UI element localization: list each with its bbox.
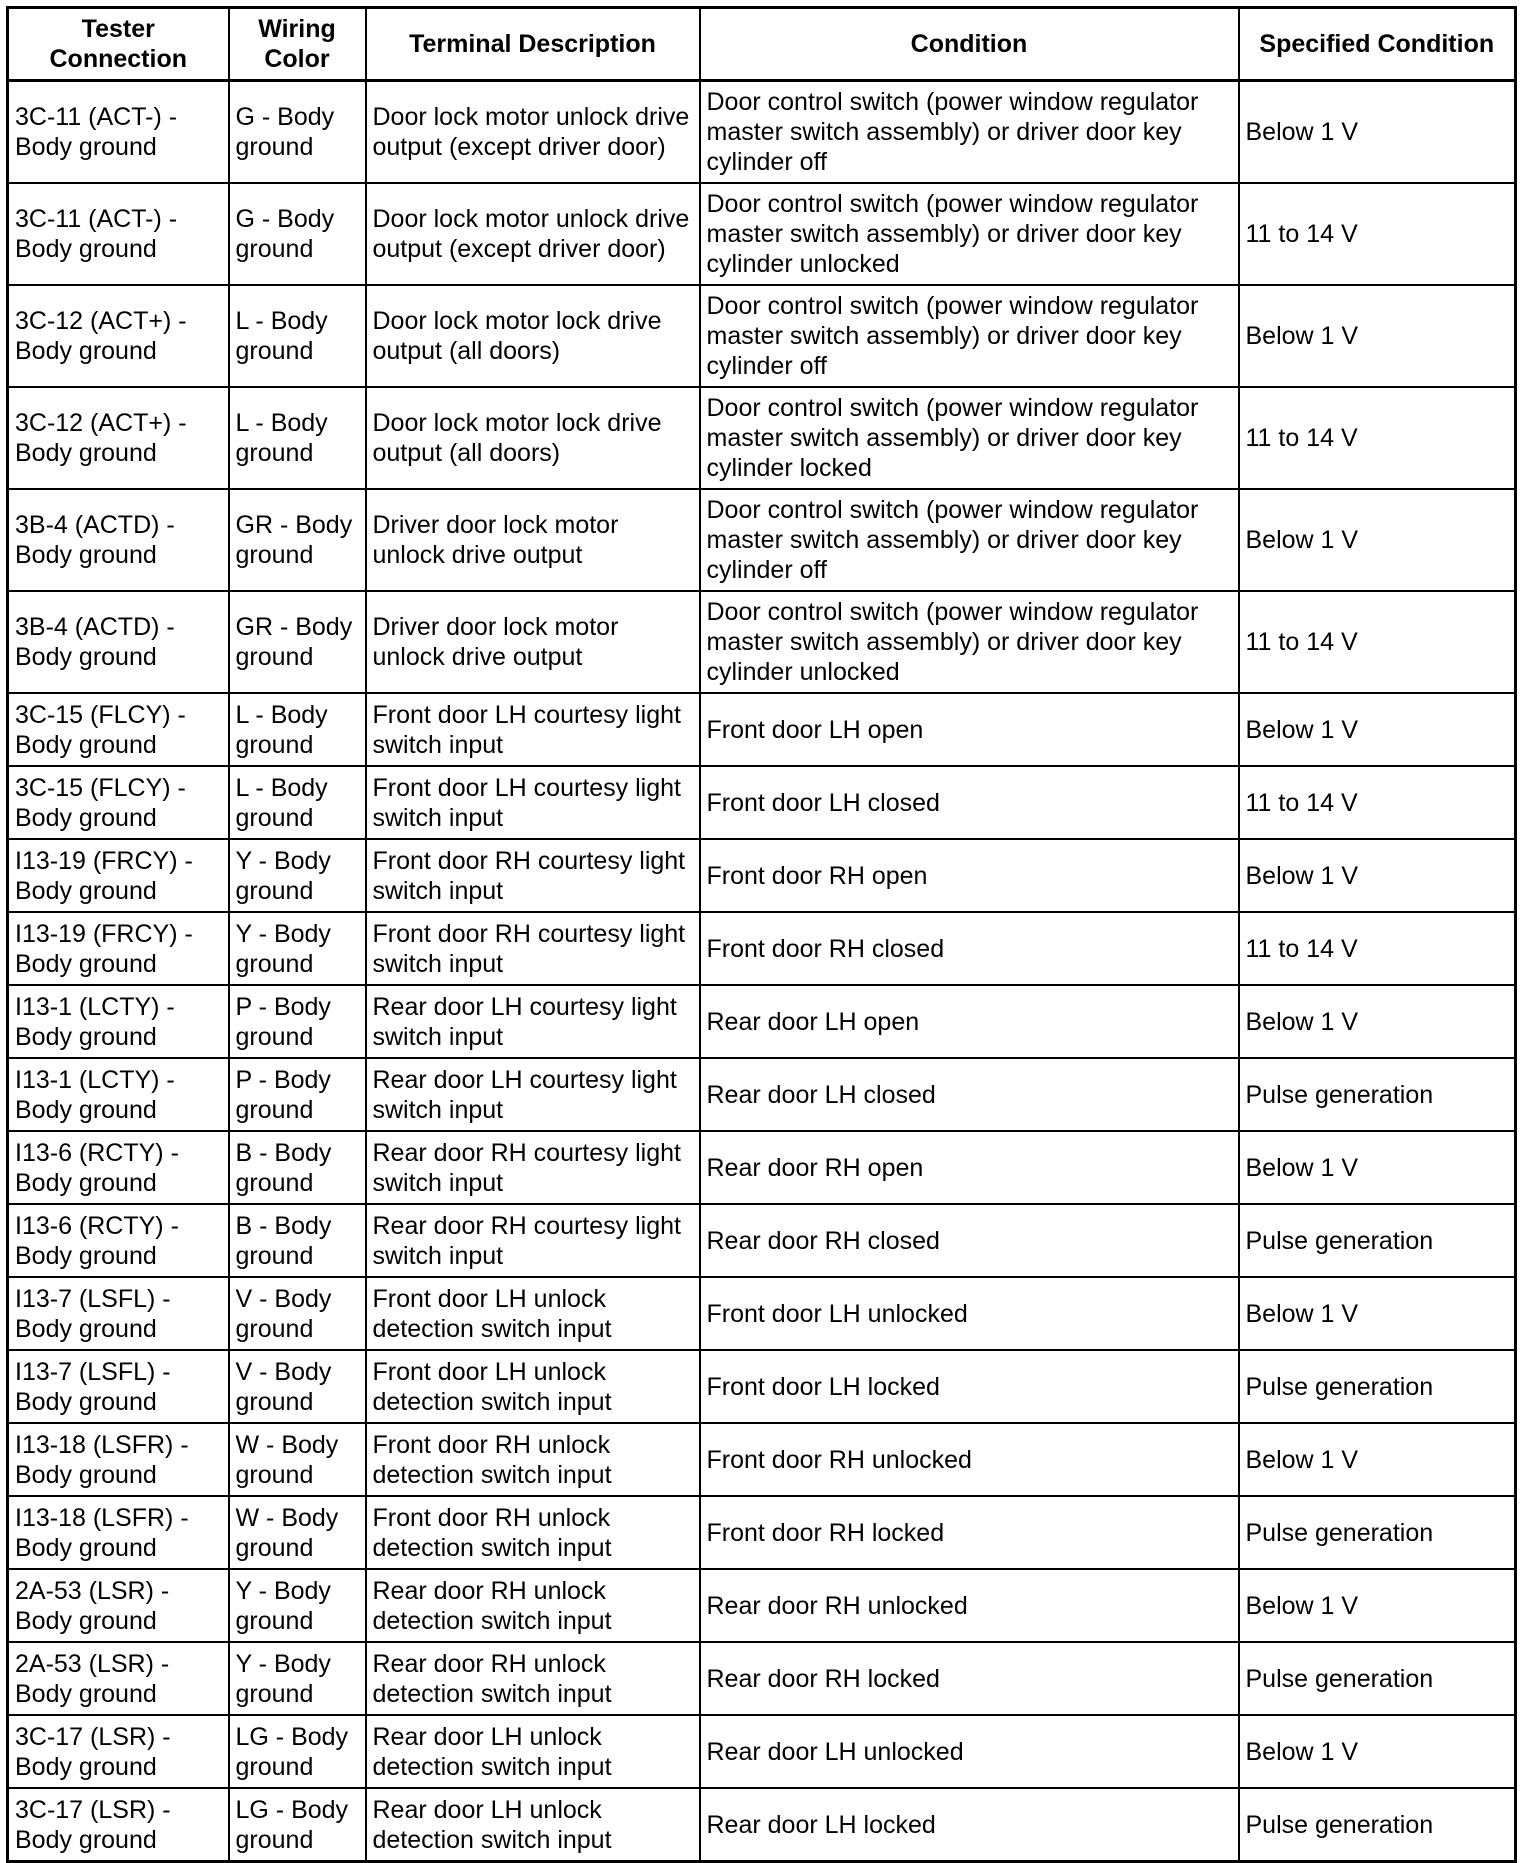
cell-specified-condition: Pulse generation [1239,1642,1516,1715]
header-terminal-description: Terminal Description [366,8,700,81]
cell-terminal-description: Front door RH unlock detection switch input [366,1423,700,1496]
table-header [8,8,1516,81]
cell-tester-connection: 3C-12 (ACT+) - Body ground [8,387,229,489]
cell-wiring-color: P - Body ground [229,985,366,1058]
cell-tester-connection: I13-6 (RCTY) - Body ground [8,1131,229,1204]
cell-specified-condition: 11 to 14 V [1239,387,1516,489]
cell-specified-condition: Below 1 V [1239,81,1516,184]
cell-condition: Front door RH open [700,839,1239,912]
cell-tester-connection: I13-19 (FRCY) - Body ground [8,912,229,985]
table-row [8,1277,1516,1350]
cell-specified-condition: Pulse generation [1239,1204,1516,1277]
cell-wiring-color: Y - Body ground [229,1642,366,1715]
cell-specified-condition: 11 to 14 V [1239,912,1516,985]
cell-wiring-color: V - Body ground [229,1277,366,1350]
specification-table [6,6,1517,1863]
table-row [8,183,1516,285]
cell-specified-condition: Below 1 V [1239,985,1516,1058]
cell-condition: Rear door LH open [700,985,1239,1058]
cell-condition: Front door RH closed [700,912,1239,985]
cell-wiring-color: L - Body ground [229,693,366,766]
table-row [8,839,1516,912]
table-row [8,1350,1516,1423]
cell-tester-connection: 3C-15 (FLCY) - Body ground [8,766,229,839]
cell-specified-condition: Below 1 V [1239,1423,1516,1496]
table-row [8,766,1516,839]
cell-condition: Door control switch (power window regulator master switch assembly) or driver door key cylinder off [700,489,1239,591]
cell-tester-connection: I13-19 (FRCY) - Body ground [8,839,229,912]
cell-specified-condition: Pulse generation [1239,1788,1516,1862]
cell-tester-connection: 2A-53 (LSR) - Body ground [8,1642,229,1715]
header-condition: Condition [700,8,1239,81]
table-body [8,81,1516,1862]
table-row [8,591,1516,693]
cell-wiring-color: Y - Body ground [229,912,366,985]
cell-terminal-description: Rear door LH unlock detection switch input [366,1715,700,1788]
cell-tester-connection: 3B-4 (ACTD) - Body ground [8,489,229,591]
cell-terminal-description: Rear door RH courtesy light switch input [366,1204,700,1277]
cell-terminal-description: Door lock motor unlock drive output (except driver door) [366,183,700,285]
cell-terminal-description: Door lock motor lock drive output (all doors) [366,387,700,489]
cell-wiring-color: LG - Body ground [229,1715,366,1788]
cell-condition: Door control switch (power window regulator master switch assembly) or driver door key cylinder unlocked [700,591,1239,693]
cell-tester-connection: 3C-15 (FLCY) - Body ground [8,693,229,766]
cell-terminal-description: Rear door LH courtesy light switch input [366,985,700,1058]
cell-wiring-color: B - Body ground [229,1131,366,1204]
cell-tester-connection: 3C-11 (ACT-) - Body ground [8,81,229,184]
cell-condition: Rear door LH closed [700,1058,1239,1131]
cell-specified-condition: 11 to 14 V [1239,591,1516,693]
cell-wiring-color: GR - Body ground [229,591,366,693]
cell-wiring-color: P - Body ground [229,1058,366,1131]
cell-wiring-color: GR - Body ground [229,489,366,591]
cell-condition: Rear door RH unlocked [700,1569,1239,1642]
header-wiring-color: Wiring Color [229,8,366,81]
table-row [8,489,1516,591]
cell-condition: Door control switch (power window regulator master switch assembly) or driver door key cylinder off [700,81,1239,184]
cell-tester-connection: I13-18 (LSFR) - Body ground [8,1496,229,1569]
cell-condition: Front door LH locked [700,1350,1239,1423]
table-row [8,1423,1516,1496]
table-row [8,1496,1516,1569]
cell-tester-connection: I13-6 (RCTY) - Body ground [8,1204,229,1277]
cell-specified-condition: Below 1 V [1239,1277,1516,1350]
cell-specified-condition: Below 1 V [1239,693,1516,766]
table-row [8,1131,1516,1204]
cell-wiring-color: W - Body ground [229,1496,366,1569]
cell-terminal-description: Rear door RH unlock detection switch input [366,1642,700,1715]
cell-tester-connection: I13-7 (LSFL) - Body ground [8,1350,229,1423]
cell-wiring-color: W - Body ground [229,1423,366,1496]
cell-terminal-description: Front door RH unlock detection switch input [366,1496,700,1569]
cell-condition: Rear door RH closed [700,1204,1239,1277]
cell-condition: Door control switch (power window regulator master switch assembly) or driver door key cylinder off [700,285,1239,387]
cell-specified-condition: Below 1 V [1239,1569,1516,1642]
cell-tester-connection: I13-1 (LCTY) - Body ground [8,1058,229,1131]
cell-specified-condition: Below 1 V [1239,839,1516,912]
table-row [8,1715,1516,1788]
cell-terminal-description: Front door LH unlock detection switch input [366,1350,700,1423]
cell-condition: Door control switch (power window regulator master switch assembly) or driver door key cylinder locked [700,387,1239,489]
cell-terminal-description: Rear door LH unlock detection switch input [366,1788,700,1862]
cell-terminal-description: Door lock motor unlock drive output (except driver door) [366,81,700,184]
cell-terminal-description: Rear door LH courtesy light switch input [366,1058,700,1131]
cell-tester-connection: I13-18 (LSFR) - Body ground [8,1423,229,1496]
cell-wiring-color: Y - Body ground [229,839,366,912]
cell-specified-condition: Pulse generation [1239,1496,1516,1569]
cell-condition: Rear door LH locked [700,1788,1239,1862]
table-row [8,1058,1516,1131]
table-row [8,693,1516,766]
cell-specified-condition: 11 to 14 V [1239,766,1516,839]
cell-condition: Front door RH locked [700,1496,1239,1569]
cell-wiring-color: G - Body ground [229,81,366,184]
cell-terminal-description: Rear door RH courtesy light switch input [366,1131,700,1204]
cell-wiring-color: V - Body ground [229,1350,366,1423]
cell-wiring-color: LG - Body ground [229,1788,366,1862]
cell-specified-condition: 11 to 14 V [1239,183,1516,285]
cell-terminal-description: Rear door RH unlock detection switch input [366,1569,700,1642]
cell-tester-connection: I13-7 (LSFL) - Body ground [8,1277,229,1350]
cell-tester-connection: 3C-17 (LSR) - Body ground [8,1715,229,1788]
cell-specified-condition: Below 1 V [1239,489,1516,591]
cell-tester-connection: 3C-11 (ACT-) - Body ground [8,183,229,285]
table-row [8,1569,1516,1642]
cell-tester-connection: 2A-53 (LSR) - Body ground [8,1569,229,1642]
cell-specified-condition: Below 1 V [1239,1131,1516,1204]
cell-specified-condition: Pulse generation [1239,1058,1516,1131]
cell-condition: Rear door RH locked [700,1642,1239,1715]
cell-wiring-color: B - Body ground [229,1204,366,1277]
cell-tester-connection: 3C-17 (LSR) - Body ground [8,1788,229,1862]
cell-wiring-color: G - Body ground [229,183,366,285]
cell-wiring-color: L - Body ground [229,285,366,387]
cell-tester-connection: 3B-4 (ACTD) - Body ground [8,591,229,693]
cell-specified-condition: Below 1 V [1239,1715,1516,1788]
cell-condition: Front door LH closed [700,766,1239,839]
table-row [8,1642,1516,1715]
table-row [8,1204,1516,1277]
cell-tester-connection: I13-1 (LCTY) - Body ground [8,985,229,1058]
cell-terminal-description: Driver door lock motor unlock drive output [366,591,700,693]
cell-condition: Front door LH open [700,693,1239,766]
cell-terminal-description: Driver door lock motor unlock drive output [366,489,700,591]
table-row [8,387,1516,489]
header-specified-condition: Specified Condition [1239,8,1516,81]
cell-terminal-description: Front door LH unlock detection switch input [366,1277,700,1350]
cell-wiring-color: Y - Body ground [229,1569,366,1642]
cell-terminal-description: Door lock motor lock drive output (all doors) [366,285,700,387]
cell-condition: Front door LH unlocked [700,1277,1239,1350]
cell-specified-condition: Pulse generation [1239,1350,1516,1423]
cell-condition: Door control switch (power window regulator master switch assembly) or driver door key cylinder unlocked [700,183,1239,285]
header-tester-connection: Tester Connection [8,8,229,81]
table-row [8,1788,1516,1862]
cell-condition: Rear door RH open [700,1131,1239,1204]
cell-condition: Front door RH unlocked [700,1423,1239,1496]
table-row [8,285,1516,387]
cell-terminal-description: Front door RH courtesy light switch input [366,912,700,985]
header-row [8,8,1516,81]
table-row [8,912,1516,985]
cell-wiring-color: L - Body ground [229,387,366,489]
cell-tester-connection: 3C-12 (ACT+) - Body ground [8,285,229,387]
table-row [8,81,1516,184]
cell-wiring-color: L - Body ground [229,766,366,839]
cell-terminal-description: Front door LH courtesy light switch input [366,693,700,766]
cell-terminal-description: Front door RH courtesy light switch input [366,839,700,912]
cell-terminal-description: Front door LH courtesy light switch input [366,766,700,839]
cell-condition: Rear door LH unlocked [700,1715,1239,1788]
cell-specified-condition: Below 1 V [1239,285,1516,387]
table-row [8,985,1516,1058]
